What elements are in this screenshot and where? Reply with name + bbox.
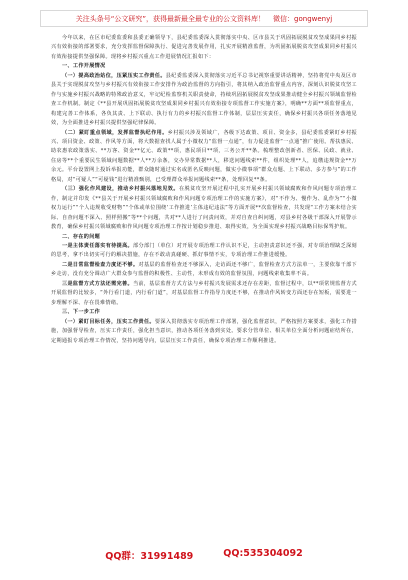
- next-step-1-title: （一）紧盯目标任务，压实工作责任。: [62, 318, 155, 325]
- footer-qq-group: QQ群：31991489: [105, 551, 194, 562]
- paragraph-3-text: 在脱贫攻坚开展过程中扎实开展乡村振兴领域腐败和作风问题专项治理工作，制定并印发《**县关于开展乡村振兴领域腐败和作风问题专项治理工作的实施方案》，对“不作为、慢作为、乱作为”“小微权力运行”“个人违规收受财物”“个体或单位围绕‘工作推进’主体违纪违法”等方面开展**次监督检查，共发现“工作方案未结合实际、自查问题不深入、照样照搬”等**个问题，共对**人进行了问责问效，并对自查自纠问题，对县乡村各级干部深入开展警示教育，确保乡村振兴领域腐败和作风问题专项治理工作按计划稳步推进、取得实效，为全面实现乡村振兴战略目标保驾护航。: [51, 186, 357, 231]
- promo-banner-wechat: 微信：gongwenyj: [273, 14, 333, 23]
- paragraph-1: [51, 72, 357, 129]
- paragraph-3: [51, 185, 357, 232]
- promo-banner[interactable]: [40, 10, 368, 27]
- intro-paragraph: 今年以来，在区市纪委监委和县委正确领导下，县纪委监委深入贯彻落实中央、区市县关于巩固拓展脱贫攻坚成果同乡村振兴有效衔接的部署要求，充分发挥监督保障执行、促进完善发展作用，扎实开展精准监督，为巩固拓展脱贫攻坚成果同乡村振兴有效衔接提供坚强保障。现将乡村振兴重点工作进展情况汇报如下：: [51, 35, 357, 60]
- next-step-1-text: 要深入贯彻落实专项治理工作部署，强化监督意识，严格按照方案要求，强化工作措施，加强督导检查，压实工作责任，强化担当意识，推动各项任务落到实处。要求分管单位、相关单位全面分析问题症结所在，定期通报专项治理工作情况，坚持问题导向，层层压实工作责任，确保专项治理工作顺利推进。: [51, 318, 357, 344]
- problem-3-title: 三是监督方式方法还需完善。: [62, 280, 133, 287]
- problem-2-title: 二是日常监督检查力度还不够。: [62, 261, 139, 268]
- problem-1-title: 一是主体责任落实有待提高。: [62, 242, 134, 249]
- paragraph-3-title: （三）强化作风建设，推动乡村振兴落地见效。: [62, 186, 179, 193]
- problem-1-text: 部分部门（单位）对开展专项治理工作认识不足，主动担责意识还不强，对专项治理缺乏深刻的思考，拿不出切实可行的解决措施，存在不敢动真碰硬、抓好事情不实，专项治理工作推进缓慢。: [51, 242, 357, 259]
- document-body: [51, 34, 357, 544]
- footer-contacts: [0, 548, 408, 564]
- footer-qq: QQ:535304092: [223, 548, 303, 559]
- paragraph-1-text: 县纪委监委深入贯彻落实习近平总书记视察重要讲话精神，坚持将党中央及区市县关于实现脱贫攻坚与乡村振兴有效衔接工作安排作为政治监督的方向指引，将其纳入政治监督重点内容，深刻认识脱贫攻坚工作与实施乡村振兴战略的特殊政治意义，牢记纪检监察机关职责使命，持续巩固拓展脱贫攻坚成果推动健全乡村振兴领域监督检查工作机制。制定《**县开展巩固拓展脱贫攻坚成果同乡村振兴有效衔接专项监督工作实施方案》，明确**方面**项监督重点，构建完善工作体系，各负其责、上下联动、执行有力的乡村振兴监督工作体制，层层压实责任，确保乡村振兴各项任务落地见效，为全面推进乡村振兴提供坚强纪律保障。: [51, 72, 357, 127]
- promo-banner-text: 关注头条号“公文研究”，获得最新最全最专业的公文资料库！: [75, 14, 266, 23]
- next-step-1: [51, 318, 357, 346]
- problem-2: [51, 261, 357, 280]
- problem-1: [51, 242, 357, 261]
- problem-3: [51, 280, 357, 308]
- section-heading-3: 三、下一步工作: [62, 309, 101, 316]
- section-heading-1: 一、工作开展情况: [62, 63, 106, 70]
- paragraph-2-text: 乡村振兴涉及领域广，各级下达政策、项目、资金多，县纪委监委紧盯乡村振兴、项目资金、政策、作风等方面，将大数据查找人属于小微权力“监督一点通”，有力促进监督“一点通”推广使用。帮扶惠民、助农惠农政策落实、**万客、资金**亿元、政策**项，惠民项目**项，三务公开**条。梳理整改创新者、医保、民政、就业、住房等**个重要民生领域问题数据**人**万余条，交办异常数据**人，移送问题线索**件，组织处理**人，追缴违规资金**万余元。平台设置网上投诉举报功能，群众随时通过实名或匿名反映问题，做实小微事项“群众点题、上下联动、多方参与”的工作格局，对“可疑人”“可疑钱”进行精准甄别，已受理群众举报问题线索**条，处理回复**条。: [51, 129, 357, 183]
- paragraph-2-title: （二）紧盯重点领域，发挥监督执纪作用。: [62, 129, 168, 136]
- problem-2-text: 对基层的监督检查还不够深入，走访面还不够广，监督检查方式方法单一，主要依靠干部下乡走访，没有充分调动广大群众参与监督的积极性、主动性，未形成有效的监督氛围，问题线索收集率不高。: [51, 261, 357, 278]
- problem-3-text: 当前，基层监督方式方法与乡村振兴发展需求还存在差距，监督过程中，以**项常规监督方式开展监督的比较多，“外行看门道，内行看门道”，对基层监督工作指导力度还不够，在推动作风转变方面还存在短板，需要进一步理解不深、存在畏难情绪。: [51, 280, 357, 306]
- section-heading-2: 二、存在的问题: [62, 233, 101, 240]
- paragraph-2: [51, 129, 357, 186]
- paragraph-1-title: （一）提高政治站位，压紧压实工作责任。: [62, 72, 166, 79]
